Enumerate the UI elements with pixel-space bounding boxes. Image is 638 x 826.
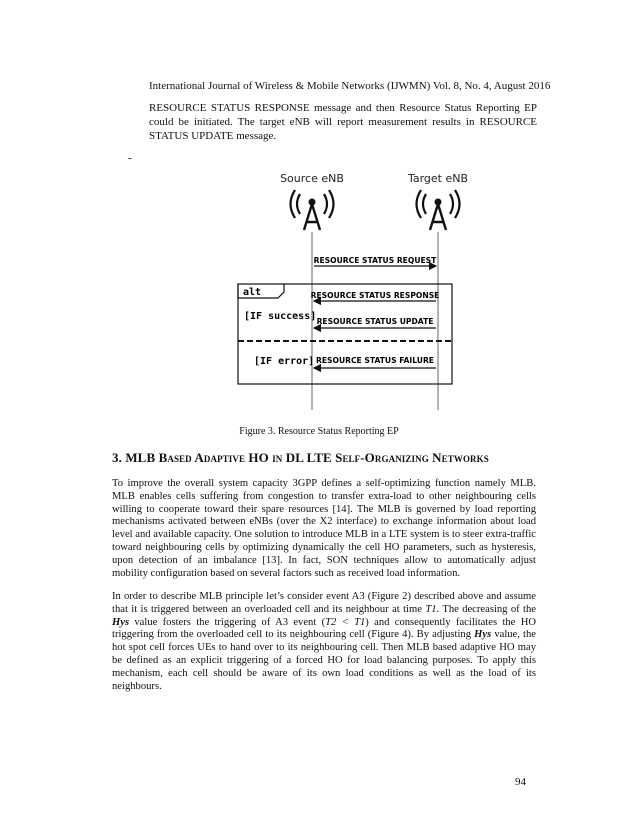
if-error-guard: [IF error] <box>254 356 315 367</box>
p2-var-hys-1: Hys <box>112 616 130 628</box>
alt-label: alt <box>243 287 262 298</box>
section-title-text: MLB Based Adaptive HO in DL LTE Self-Organizing Networks <box>125 450 489 465</box>
resource-status-sequence-diagram <box>230 168 470 414</box>
request-label: RESOURCE STATUS REQUEST <box>313 256 437 265</box>
update-label: RESOURCE STATUS UPDATE <box>316 317 434 326</box>
section-number: 3. <box>112 450 122 465</box>
figure-caption: Figure 3. Resource Status Reporting EP <box>239 426 399 437</box>
source-antenna-icon <box>291 190 334 230</box>
body-paragraph-2 <box>112 591 536 693</box>
journal-header: International Journal of Wireless & Mobile Networks (IJWMN) Vol. 8, No. 4, August 2016 <box>149 80 551 92</box>
body-paragraph-1: To improve the overall system capacity 3GPP defines a self-optimizing function namely MLB. MLB enables cells suffering from congestion to transfer extra-load to other neighbouring cells willing to cooperate toward their spare resources [14]. The MLB is governed by load reporting mechanisms activated between eNBs (over the X2 interface) to exchange information about load level and available capacity. One solution to introduce MLB in a LTE system is to steer extra-traffic toward neighbouring cells by optimizing dynamically the cell HO parameters, such as hysteresis, upon detection of an imbalance [13]. In fact, SON techniques allow to automatically adjust mobility configuration based on several factors such as received load information. <box>112 478 536 579</box>
p2-text-4: ) and consequently facilitates the HO triggering from the overloaded cell to its neighbouring cell (Figure 4). By adjusting <box>112 616 536 641</box>
p2-text-2: . The decreasing of the <box>436 603 536 615</box>
intro-paragraph: RESOURCE STATUS RESPONSE message and then Resource Status Reporting EP could be initiated. The target eNB will report measurement results in RESOURCE STATUS UPDATE message. <box>149 102 537 142</box>
p2-var-hys-2: Hys <box>474 629 492 641</box>
failure-label: RESOURCE STATUS FAILURE <box>316 356 434 365</box>
response-label: RESOURCE STATUS RESPONSE <box>310 291 440 300</box>
p2-condition: T2 < T1 <box>325 616 366 628</box>
stray-mark: - <box>128 152 132 164</box>
p2-var-t1: T1 <box>425 603 437 615</box>
target-antenna-icon <box>417 190 460 230</box>
section-heading <box>112 450 489 466</box>
if-success-guard: [IF success] <box>244 311 317 322</box>
p2-text-5: value, the hot spot cell forces UEs to hand over to its neighbouring cell. Then MLB based adaptive HO may be defined as an explicit triggering of a forced HO for load balancing purposes. To apply this mechanism, each cell should be aware of its own load conditions as well as the load of its neighbours. <box>112 629 536 692</box>
target-enb-label: Target eNB <box>407 172 469 185</box>
page-number: 94 <box>515 776 526 788</box>
source-enb-label: Source eNB <box>280 172 344 185</box>
p2-text-3: value fosters the triggering of A3 event ( <box>129 616 326 628</box>
p2-text-1: In order to describe MLB principle let’s consider event A3 (Figure 2) described above and assume that it is triggered between an overloaded cell and its neighbour at time <box>112 591 536 615</box>
